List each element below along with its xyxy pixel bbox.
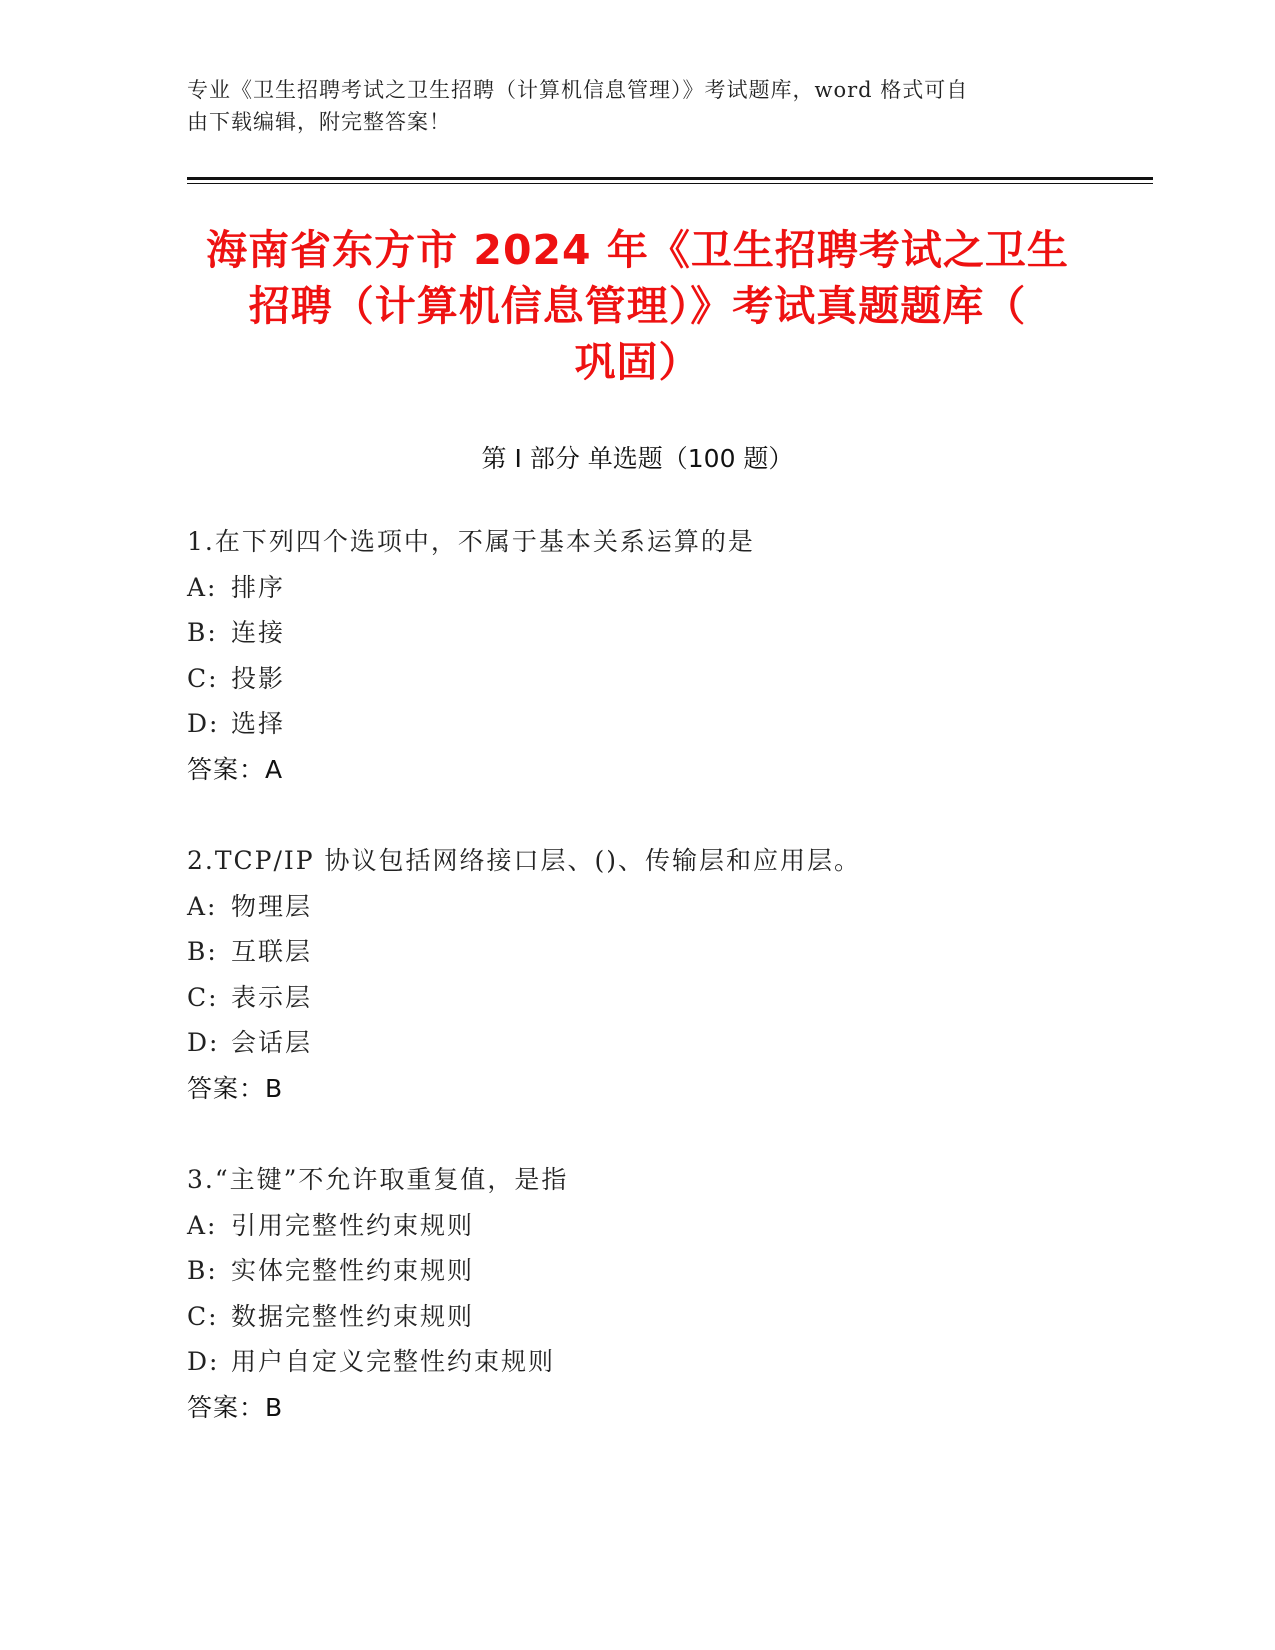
header-note-line-2: 由下载编辑，附完整答案！: [187, 110, 451, 134]
option-text: 用户自定义完整性约束规则: [231, 1347, 556, 1376]
header-rule-thin: [187, 183, 1153, 184]
option-letter: D:: [187, 1028, 220, 1057]
option-c: [187, 975, 1087, 1021]
option-letter: B:: [187, 618, 218, 647]
option-letter: D:: [187, 709, 220, 738]
option-b: [187, 610, 1087, 656]
option-text: 选择: [231, 709, 286, 738]
option-d: [187, 1020, 1087, 1066]
option-text: 表示层: [231, 982, 313, 1012]
option-letter: A:: [187, 572, 218, 602]
option-a: [187, 565, 1087, 611]
option-text: 物理层: [231, 891, 313, 921]
option-d: [187, 701, 1087, 747]
option-letter: C:: [187, 663, 219, 693]
option-a: [187, 1203, 1087, 1249]
option-letter: C:: [187, 1301, 219, 1331]
option-letter: C:: [187, 982, 219, 1012]
header-note-line-1: 专业《卫生招聘考试之卫生招聘（计算机信息管理）》考试题库，word 格式可自: [187, 78, 969, 102]
option-text: 排序: [231, 572, 286, 602]
document-title-line-2: 招聘（计算机信息管理）》考试真题题库（: [248, 282, 1027, 330]
header-rule-thick: [187, 177, 1153, 180]
option-text: 投影: [231, 663, 286, 693]
answer-line: 答案：A: [187, 754, 284, 784]
question-1: [187, 519, 1087, 792]
option-letter: B:: [187, 1256, 218, 1285]
option-letter: D:: [187, 1347, 220, 1376]
option-letter: B:: [187, 937, 218, 966]
document-title-line-3: 巩固）: [574, 338, 701, 386]
option-text: 实体完整性约束规则: [231, 1256, 475, 1285]
option-letter: A:: [187, 1210, 218, 1240]
answer-line: 答案：B: [187, 1073, 284, 1103]
option-text: 连接: [231, 618, 286, 647]
answer-line: 答案：B: [187, 1392, 284, 1422]
option-a: [187, 884, 1087, 930]
option-d: [187, 1339, 1087, 1385]
document-title: [150, 222, 1125, 390]
question-stem: 2.TCP/IP 协议包括网络接口层、()、传输层和应用层。: [187, 846, 862, 875]
option-text: 会话层: [231, 1028, 313, 1057]
option-text: 互联层: [231, 937, 313, 966]
option-letter: A:: [187, 891, 218, 921]
option-text: 数据完整性约束规则: [231, 1301, 475, 1331]
option-b: [187, 929, 1087, 975]
header-note: [187, 74, 1067, 138]
option-c: [187, 656, 1087, 702]
question-2: [187, 838, 1087, 1111]
option-b: [187, 1248, 1087, 1294]
option-c: [187, 1294, 1087, 1340]
question-3: [187, 1157, 1087, 1430]
document-title-line-1: 海南省东方市 2024 年《卫生招聘考试之卫生: [206, 226, 1069, 274]
section-heading: 第 I 部分 单选题（100 题）: [481, 444, 794, 473]
question-stem: 1.在下列四个选项中，不属于基本关系运算的是: [187, 527, 755, 556]
option-text: 引用完整性约束规则: [231, 1210, 475, 1240]
question-stem: 3.“主键”不允许取重复值，是指: [187, 1165, 569, 1194]
